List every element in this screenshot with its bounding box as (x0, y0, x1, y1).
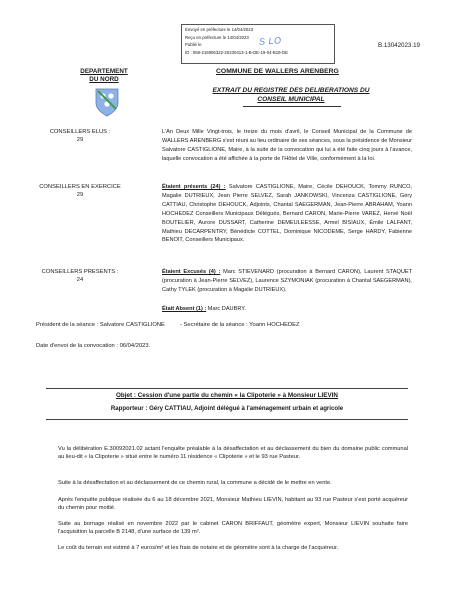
body-paragraph: Suite à la désaffectation et au déclassement de ce chemin rural, la commune a décidé de le mettre en vente. (58, 480, 332, 486)
body-paragraph: Après l'enquête publique réalisée du 6 au 18 décembre 2021, Monsieur Mathieu LIEVIN, habitant au 93 rue Pasteur s'est porté acquéreur du chemin pour moitié. (58, 497, 408, 512)
stamp-line: Envoyé en préfecture le 14/04/2023 (185, 27, 254, 32)
coat-of-arms-icon (94, 87, 120, 117)
stamp-line: Publié le (185, 42, 202, 48)
elus-label: CONSEILLERS ELUS : (49, 129, 111, 135)
handwritten-annotation: S LO (258, 35, 282, 47)
exercice-label-block (20, 183, 140, 199)
rapporteur-line: Rapporteur : Géry CATTIAU, Adjoint délégué à l'aménagement urbain et agricole (110, 405, 344, 412)
absent-list: Marc DAUBRY. (206, 306, 246, 312)
presents-heading: Étaient présents (24) : (162, 184, 226, 190)
department-line: DU NORD (89, 76, 119, 83)
elus-label-block (20, 128, 140, 144)
body-paragraph: Le coût du terrain est estimé à 7 euros/m² et les frais de notaire et de géomètre sont à la charge de l'acquéreur. (58, 545, 339, 551)
body-paragraph: Vu la délibération E.30092021.02 actant l'enquête préalable à la désaffectation et au déclassement du bien du domaine public communal au lieu-dit « la Clipoterie » situé entre le numéro 11 résidence « Clipoterie » et le 93 rue Pasteur. (58, 446, 408, 461)
department-heading (55, 68, 153, 84)
secretary-line: - Secrétaire de la séance : Yoann HOCHEDEZ (180, 322, 300, 328)
title-divider (243, 106, 341, 107)
excuses-heading: Étaient Excusés (4) : (162, 269, 221, 275)
stamp-line: ID : 059-215906322-20230413-1-B-DE-19-04-B19-DE (185, 49, 288, 55)
presents-list: Salvatore CASTIGLIONE, Maire, Cécile DEHOUCK, Tommy RUNCO, Magalie DUTRIEUX, Jean Pierre SELVEZ, Sarah JANKOWSKI, Vincenza CASTIGLIONE, Géry CATTIAU, Christophe DEHOUCK, Adjoints, Chantal SAEGERMAN, Jean-Pierre ABRAHAM, Yoann HOCHEDEZ Conseillers Municipaux Délégués, Bernard CARON, Marie-Pierre VAREZ, Hervé Noël BOUTELIER, Aurore DUSSART, Catherine DEMEULEESSE, Armel BISIAUX, Émile LALFANT, Mathieu DECARPENTRY, Bénédicte COTTEL, Dominique NICODEME, Serge HARDY, Fabienne BENOIT, Conseillers Municipaux. (162, 184, 412, 244)
extract-line: EXTRAIT DU REGISTRE DES DELIBERATIONS DU (212, 87, 370, 94)
presents-label-block (20, 268, 140, 284)
convocation-date: Date d'envoi de la convocation : 06/04/2023. (36, 343, 151, 349)
subject-title: Objet : Cession d'une partie du chemin « la Clipoterie » à Monsieur LIEVIN (116, 392, 338, 399)
elus-count: 29 (76, 137, 84, 143)
extract-title (188, 87, 394, 104)
prefecture-stamp (181, 24, 335, 64)
commune-title: COMMUNE DE WALLERS ARENBERG (216, 68, 339, 75)
department-line: DEPARTEMENT (80, 68, 128, 75)
excuses-list: Marc STIEVENARD (procuration à Bernard CARON), Laurent STAQUET (procuration à Jean-Pierre SELVEZ), Laurence SZYMONIAK (procuration à Chantal SAEGERMAN), Cathy TYLEK (procuration à Magalie DUTRIEUX). (162, 269, 413, 293)
stamp-line: Reçu en préfecture le 14/04/2023 (185, 34, 249, 40)
subject-box (46, 388, 408, 420)
deliberation-reference: B.13042023.19 (378, 42, 420, 49)
excuses-paragraph (162, 268, 412, 295)
exercice-count: 29 (76, 192, 84, 198)
absent-paragraph (162, 305, 412, 314)
absent-heading: Était Absent (1) : (162, 306, 207, 312)
presents-count: 24 (76, 277, 84, 283)
body-paragraph: Suite au bornage réalisé en novembre 2022 par le cabinet CARON BRIFFAUT, géomètre expert, Monsieur LIEVIN souhaite faire l'acquisition la parcelle B 2148, d'une surface de 139 m². (58, 521, 408, 536)
president-line: Président de la séance : Salvatore CASTIGLIONE (36, 322, 165, 328)
presents-label: CONSEILLERS PRESENTS : (41, 269, 119, 275)
presents-paragraph (162, 183, 412, 245)
exercice-label: CONSEILLERS EN EXERCICE (39, 184, 121, 190)
extract-line: CONSEIL MUNICIPAL (257, 95, 325, 103)
convocation-paragraph: L'An Deux Mille Vingt-trois, le treize du mois d'avril, le Conseil Municipal de la Commune de WALLERS ARENBERG s'est réuni au lieu ordinaire de ses séances, sous la présidence de Monsieur Salvatore CASTIGLIONE, Maire, à la suite de la convocation qui lui a été faite cinq jours à l'avance, laquelle convocation a été affichée à la porte de l'Hôtel de Ville, conformément à la loi. (162, 129, 412, 162)
